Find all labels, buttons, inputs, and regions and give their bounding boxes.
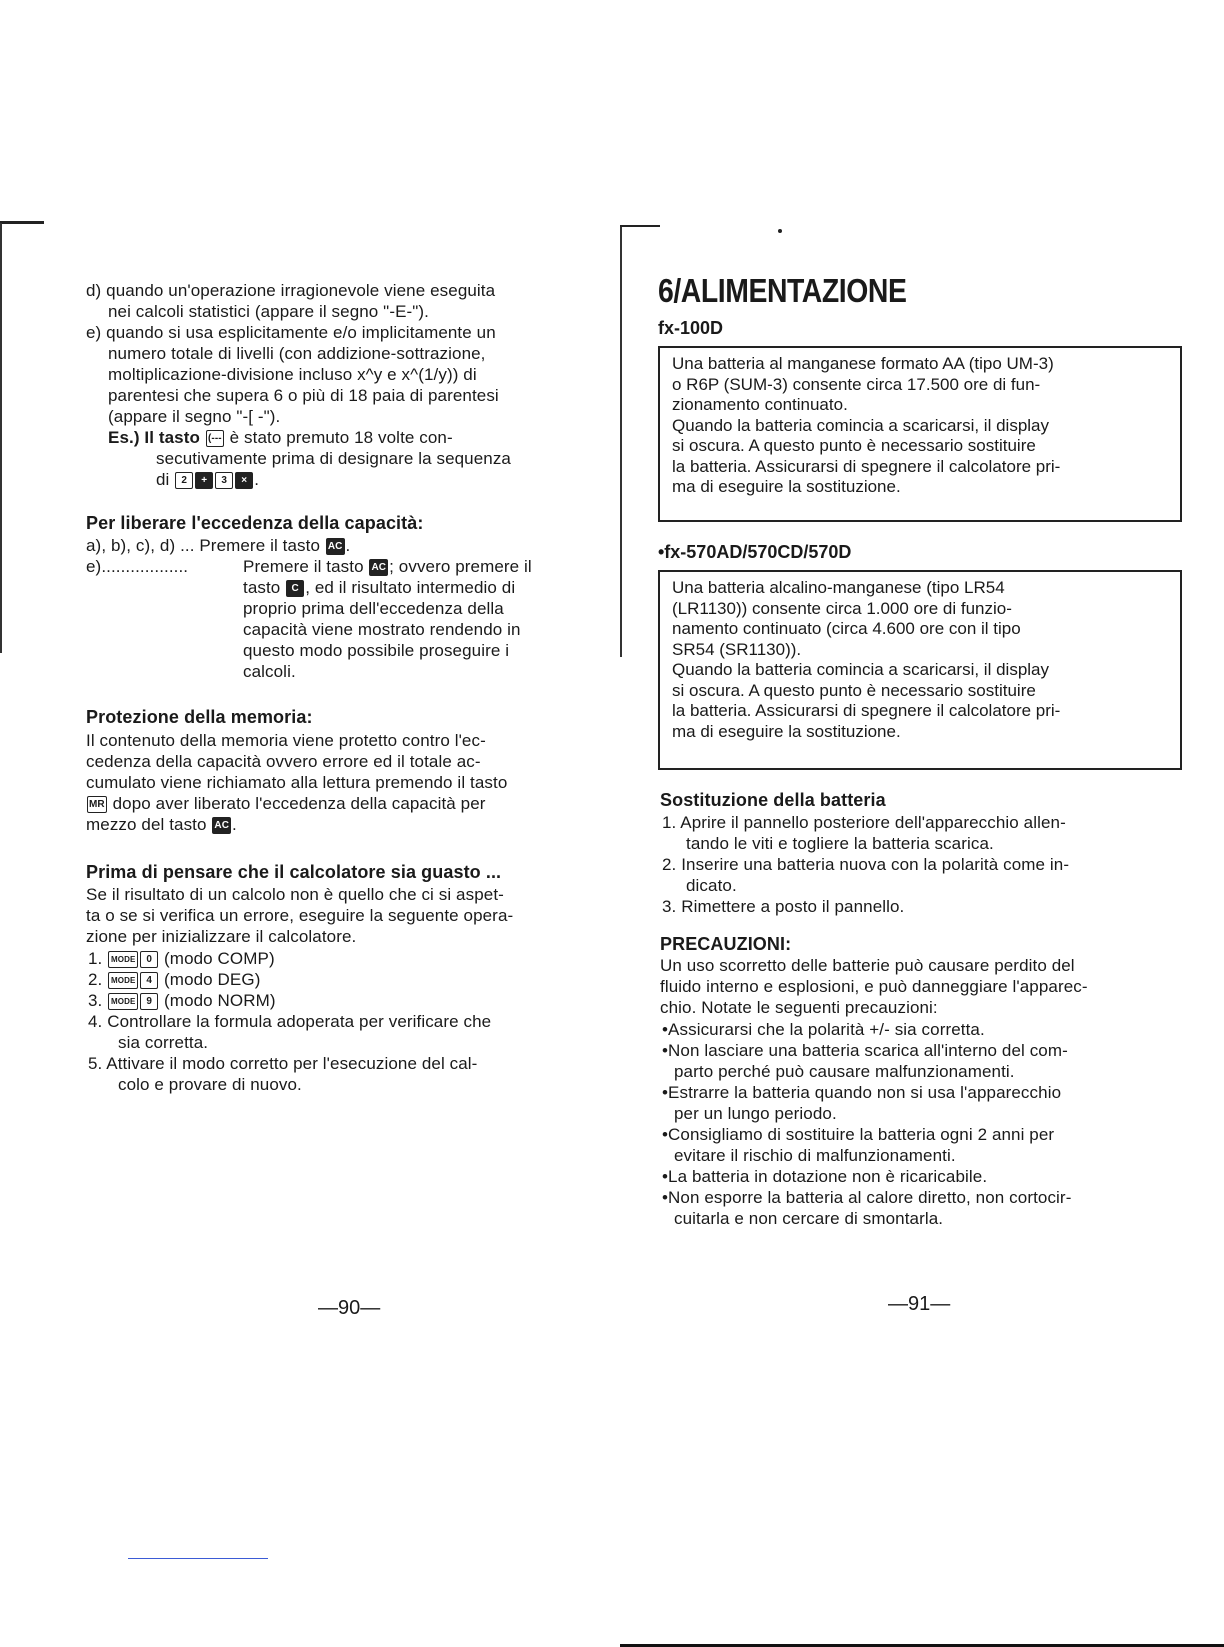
battery-box-fx100d: Una batteria al manganese formato AA (tipo UM-3) o R6P (SUM-3) consente circa 17.500 ore di fun- zionamento continuato. Quando la batteria comincia a scaricarsi, il display si oscura. A questo punto è necessario sostituire la batteria. Assicurarsi di spegnere il calcolatore pri- ma di eseguire la sostituzione. — [658, 346, 1182, 522]
replace-steps: 1. Aprire il pannello posteriore dell'apparecchio allen- tando le viti e togliere la batteria scarica. 2. Inserire una batteria nuova con la polarità come in- dicato. 3. Rimettere a posto il pannello. — [662, 813, 1070, 916]
print-speck — [778, 229, 782, 233]
key-3-icon: 3 — [215, 472, 233, 489]
overflow-heading: Per liberare l'eccedenza della capacità: — [86, 513, 424, 533]
crop-mark-right — [620, 225, 660, 227]
overflow-e-text: Premere il tasto AC ; ovvero premere il tasto C , ed il risultato intermedio di proprio prima dell'eccedenza della capacità viene mostrato rendendo in questo modo possibile proseguire i calcoli. — [243, 557, 532, 681]
key-plus-icon: + — [195, 472, 213, 489]
reset-steps: 1. MODE 0 (modo COMP) 2. MODE 4 (modo DEG) 3. MODE 9 (modo NORM) 4. Controllare la formula adoperata per verificare che sia corretta. 5. Attivare il modo corretto per l'esecuzione del cal- colo e provare di nuovo. — [88, 949, 492, 1094]
left-page — [0, 0, 620, 1584]
list-item: •La batteria in dotazione non è ricaricabile. — [662, 1167, 988, 1186]
battery-box-fx570: Una batteria alcalino-manganese (tipo LR54 (LR1130)) consente circa 1.000 ore di funzio- namento continuato (circa 4.600 ore con il tipo SR54 (SR1130)). Quando la batteria comincia a scaricarsi, il display si oscura. A questo punto è necessario sostituire la batteria. Assicurarsi di spegnere il calcolatore pri- ma di eseguire la sostituzione. — [658, 570, 1182, 770]
reset-step: 2. MODE 4 (modo DEG) — [88, 970, 261, 989]
example-block: Es.) Il tasto (--- è stato premuto 18 volte con- secutivamente prima di designare la sequenza di 2 + 3 × . — [108, 428, 511, 489]
reset-step: 3. MODE 9 (modo NORM) — [88, 991, 276, 1010]
ac-key-icon: AC — [369, 559, 388, 576]
caution-bullets: •Assicurarsi che la polarità +/- sia corretta. •Non lasciare una batteria scarica all'interno del com- parto perché può causare malfunzionamenti. •Estrarre la batteria quando non si usa l'apparecchio per un lungo periodo. •Consigliamo di sostituire la batteria ogni 2 anni per evitare il rischio di malfunzionamenti. •La batteria in dotazione non è ricaricabile. •Non esporre la batteria al calore diretto, non cortocir- cuitarla e non cercare di smontarla. — [662, 1020, 1072, 1228]
model-fx-570: •fx-570AD/570CD/570D — [658, 542, 852, 562]
list-item: •Consigliamo di sostituire la batteria ogni 2 anni per — [662, 1125, 1055, 1144]
key-9-icon: 9 — [140, 993, 158, 1010]
list-item: •Non esporre la batteria al calore diretto, non cortocir- — [662, 1188, 1072, 1207]
list-item: •Assicurarsi che la polarità +/- sia corretta. — [662, 1020, 985, 1039]
caution-heading: PRECAUZIONI: — [660, 934, 792, 954]
mode-key-icon: MODE — [108, 951, 138, 968]
key-4-icon: 4 — [140, 972, 158, 989]
troubleshoot-heading: Prima di pensare che il calcolatore sia guasto ... — [86, 862, 502, 882]
memory-heading: Protezione della memoria: — [86, 707, 313, 727]
c-key-icon: C — [286, 580, 304, 597]
ac-key-icon: AC — [326, 538, 345, 555]
replace-heading: Sostituzione della batteria — [660, 790, 886, 810]
mode-key-icon: MODE — [108, 993, 138, 1010]
page-number-left: —90— — [318, 1297, 381, 1319]
mr-key-icon: MR — [87, 796, 107, 813]
footer-rule — [128, 1558, 268, 1559]
key-0-icon: 0 — [140, 951, 158, 968]
paren-key-icon: (--- — [206, 430, 224, 447]
section-title: 6/ALIMENTAZIONE — [658, 272, 907, 309]
model-fx-100d: fx-100D — [658, 318, 724, 338]
list-item-d: d) quando un'operazione irragionevole viene eseguita nei calcoli statistici (appare il segno "-E-"). — [86, 281, 496, 321]
overflow-abcd: a), b), c), d) ... Premere il tasto AC . — [86, 536, 351, 555]
list-item: •Estrarre la batteria quando non si usa l'apparecchio — [662, 1083, 1062, 1102]
mode-key-icon: MODE — [108, 972, 138, 989]
page-fold-line — [620, 227, 622, 657]
list-item: •Non lasciare una batteria scarica all'interno del com- — [662, 1041, 1068, 1060]
key-multiply-icon: × — [235, 472, 253, 489]
troubleshoot-paragraph: Se il risultato di un calcolo non è quello che ci si aspet- ta o se si verifica un errore, eseguire la seguente opera- zione per inizializzare il calcolatore. — [86, 885, 514, 946]
key-2-icon: 2 — [175, 472, 193, 489]
caution-paragraph: Un uso scorretto delle batterie può causare perdito del fluido interno e esplosioni, e può danneggiare l'apparec- chio. Notate le seguenti precauzioni: — [660, 956, 1088, 1017]
page-number-right: —91— — [888, 1293, 951, 1315]
overflow-e: e).................. — [86, 557, 189, 576]
memory-paragraph: Il contenuto della memoria viene protetto contro l'ec- cedenza della capacità ovvero errore ed il totale ac- cumulato viene richiamato alla lettura premendo il tasto MR dopo aver liberato l'eccedenza della capacità per mezzo del tasto AC . — [86, 731, 508, 834]
ac-key-icon: AC — [212, 817, 231, 834]
list-item-e: e) quando si usa esplicitamente e/o implicitamente un numero totale di livelli (con addizione-sottrazione, moltiplicazione-divisione incluso x^y e x^(1/y)) di parentesi che supera 6 o più di 18 paia di parentesi (appare il segno "-[ -"). — [86, 323, 499, 426]
reset-step: 1. MODE 0 (modo COMP) — [88, 949, 275, 968]
